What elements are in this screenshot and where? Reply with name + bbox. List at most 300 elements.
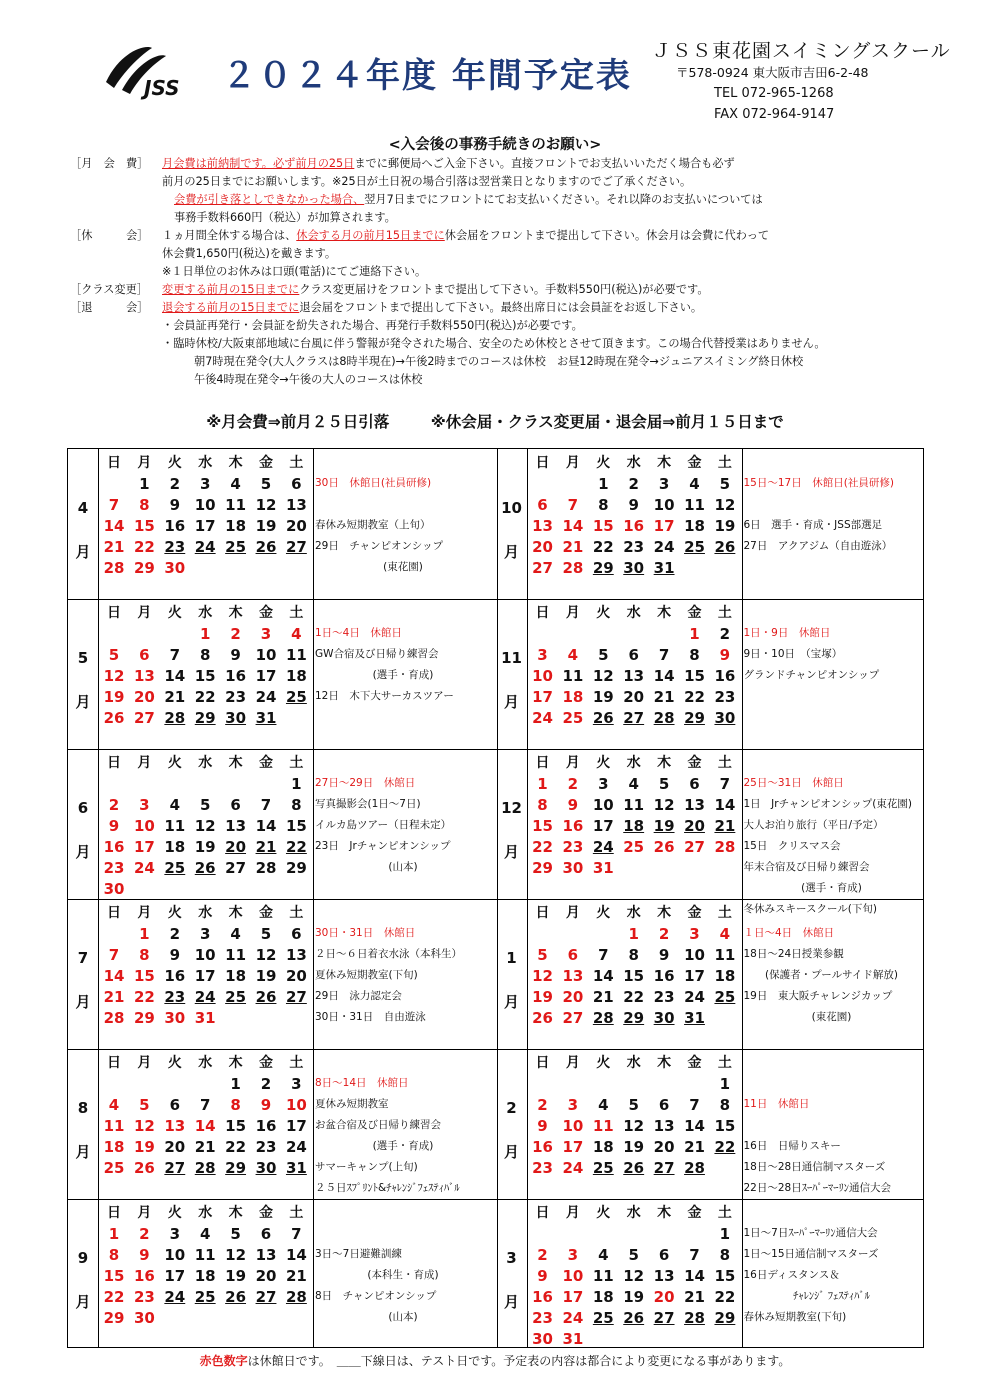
calendar-day: 8 <box>291 796 302 814</box>
calendar-day: 23 <box>133 1288 155 1306</box>
page-title: ２０２４年度 年間予定表 <box>222 56 632 96</box>
calendar-event: 夏休み短期教室(下旬) <box>315 969 418 981</box>
calendar-day: 31 <box>285 1159 307 1177</box>
calendar-day: 16 <box>532 1288 553 1306</box>
weekday-header: 水 <box>198 905 213 921</box>
calendar-day: 18 <box>714 967 736 985</box>
calendar-day: 24 <box>592 838 614 856</box>
calendar-day: 23 <box>623 538 645 556</box>
calendar-day: 30 <box>164 559 186 577</box>
rule-label: ［月 会 費］ <box>70 157 149 170</box>
calendar-event: 8日 チャンピオンシップ <box>315 1290 437 1302</box>
month-suffix: 月 <box>503 543 519 561</box>
weekday-header: 月 <box>565 1205 580 1221</box>
calendar-day: 8 <box>139 496 150 514</box>
calendar-day: 11 <box>592 1267 614 1285</box>
calendar-day: 13 <box>532 517 553 535</box>
calendar-day: 4 <box>719 925 731 943</box>
calendar-day: 15 <box>592 517 614 535</box>
calendar-day: 4 <box>689 475 700 493</box>
calendar-day: 30 <box>133 1309 155 1327</box>
calendar-day: 18 <box>592 1288 614 1306</box>
month-suffix: 月 <box>503 843 519 861</box>
calendar-event: イルカ島ツアー（日程未定） <box>315 819 452 831</box>
weekday-header: 日 <box>535 455 550 471</box>
calendar-day: 27 <box>653 1309 675 1327</box>
rule-text: ・臨時休校/大阪東部地域に台風に伴う警報が発令された場合、安全のため休校とさせて頂きます。この場合代替授業はありません。 <box>162 337 826 350</box>
weekday-header: 水 <box>198 1055 213 1071</box>
rule-text: ・会員証再発行・会員証を紛失された場合、再発行手数料550円(税込)が必要です。 <box>162 319 583 332</box>
calendar-day: 16 <box>562 817 584 835</box>
weekday-header: 水 <box>626 1205 641 1221</box>
calendar-event: 1日～15日通信制マスターズ <box>743 1248 879 1260</box>
month-number: 3 <box>506 1249 517 1267</box>
weekday-header: 月 <box>565 755 580 771</box>
calendar-day: 2 <box>628 475 639 493</box>
calendar-day: 13 <box>653 1267 675 1285</box>
calendar-day: 12 <box>592 667 614 685</box>
calendar-day: 30 <box>653 1009 675 1027</box>
calendar-day: 28 <box>103 1009 125 1027</box>
calendar-event: 12日 木下大サーカスツアー <box>315 690 454 702</box>
weekday-header: 金 <box>259 455 273 471</box>
calendar-day: 17 <box>592 817 614 835</box>
calendar-event: (選手・育成) <box>372 1140 434 1152</box>
calendar-day: 19 <box>714 517 736 535</box>
calendar-day: 29 <box>225 1159 247 1177</box>
weekday-header: 金 <box>687 905 702 921</box>
rule-withdrawal <box>70 299 950 317</box>
calendar-day: 3 <box>139 796 150 814</box>
calendar-day: 9 <box>537 1267 548 1285</box>
calendar-day: 6 <box>230 796 241 814</box>
calendar-day: 1 <box>628 925 639 943</box>
calendar-day: 28 <box>684 1159 705 1177</box>
calendar-day: 25 <box>592 1309 614 1327</box>
calendar-day: 12 <box>225 1246 247 1264</box>
calendar-day: 14 <box>103 517 125 535</box>
calendar-day: 7 <box>169 646 181 664</box>
weekday-header: 土 <box>717 455 732 471</box>
calendar-day: 13 <box>285 496 307 514</box>
calendar-day: 1 <box>689 625 700 643</box>
calendar-day: 11 <box>684 496 705 514</box>
weekday-header: 水 <box>198 605 213 621</box>
calendar-day: 3 <box>537 646 548 664</box>
calendar-day: 28 <box>653 709 675 727</box>
weekday-header: 金 <box>687 1055 702 1071</box>
calendar-event: 3日～7日避難訓練 <box>315 1248 402 1260</box>
weekday-header: 月 <box>565 455 580 471</box>
calendar-event: 29日 泳力認定会 <box>315 990 402 1002</box>
calendar-day: 21 <box>592 988 614 1006</box>
calendar-day: 23 <box>562 838 584 856</box>
calendar-day: 10 <box>164 1246 186 1264</box>
calendar-day: 7 <box>567 496 579 514</box>
calendar-day: 10 <box>562 1267 584 1285</box>
rule-highlight: 退会する前月の15日までに <box>162 301 300 314</box>
calendar-day: 12 <box>532 967 553 985</box>
calendar-event: 18日～24日授業参観 <box>743 948 844 960</box>
calendar-day: 15 <box>133 517 155 535</box>
calendar-day: 5 <box>260 475 272 493</box>
calendar-day: 21 <box>684 1288 705 1306</box>
calendar-day: 3 <box>567 1096 579 1114</box>
calendar-day: 8 <box>719 1246 731 1264</box>
calendar-day: 7 <box>689 1096 700 1114</box>
month-number: 1 <box>506 949 517 967</box>
calendar-event: 年末合宿及び日帰り練習会 <box>743 861 870 873</box>
school-contact <box>676 62 869 125</box>
calendar-day: 5 <box>230 1225 241 1243</box>
weekday-header: 金 <box>687 455 702 471</box>
weekday-header: 月 <box>137 905 152 921</box>
calendar-day: 17 <box>562 1138 584 1156</box>
calendar-day: 27 <box>684 838 705 856</box>
month-number: 6 <box>77 799 89 817</box>
calendar-day: 30 <box>255 1159 277 1177</box>
weekday-header: 水 <box>626 455 641 471</box>
calendar-day: 15 <box>532 817 553 835</box>
calendar-day: 20 <box>653 1138 675 1156</box>
calendar-event: 1日～7日ｽｰﾊﾟｰﾏｰﾘﾝ通信大会 <box>743 1227 878 1239</box>
calendar-day: 3 <box>658 475 670 493</box>
calendar-event: 1日 Jrチャンピオンシップ(東花園) <box>743 798 912 810</box>
calendar-day: 23 <box>164 988 186 1006</box>
calendar-day: 18 <box>623 817 645 835</box>
month-suffix: 月 <box>75 1293 91 1311</box>
calendar-day: 20 <box>255 1267 277 1285</box>
calendar-day: 21 <box>103 538 125 556</box>
calendar-day: 21 <box>194 1138 216 1156</box>
calendar-day: 31 <box>194 1009 216 1027</box>
calendar-day: 15 <box>225 1117 247 1135</box>
calendar-day: 19 <box>133 1138 155 1156</box>
calendar-day: 10 <box>285 1096 307 1114</box>
calendar-day: 1 <box>139 925 150 943</box>
calendar-event: 29日 チャンピオンシップ <box>315 540 444 552</box>
month-number: 9 <box>77 1249 89 1267</box>
summary-fee: ※月会費⇒前月２５日引落 <box>206 413 390 431</box>
calendar-day: 1 <box>199 625 211 643</box>
calendar-event: 25日～31日 休館日 <box>743 777 844 789</box>
calendar-day: 16 <box>714 667 736 685</box>
calendar-day: 7 <box>199 1096 211 1114</box>
calendar-day: 27 <box>623 709 645 727</box>
calendar-event: １日～4日 休館日 <box>743 927 835 939</box>
weekday-header: 火 <box>167 1055 182 1071</box>
calendar-day: 16 <box>532 1138 553 1156</box>
calendar-day: 9 <box>260 1096 272 1114</box>
calendar-day: 16 <box>255 1117 277 1135</box>
calendar-day: 17 <box>255 667 277 685</box>
weekday-header: 木 <box>657 1055 672 1071</box>
calendar-day: 15 <box>714 1117 736 1135</box>
calendar-day: 21 <box>714 817 736 835</box>
rule-text: 朝7時現在発令(大人クラスは8時半現在)→午後2時までのコースは休校 お昼12時現在発令→ジュニアスイミング終日休校 <box>194 355 804 368</box>
calendar-day: 6 <box>169 1096 181 1114</box>
calendar-day: 7 <box>719 775 731 793</box>
weekday-header: 月 <box>137 1205 152 1221</box>
calendar-day: 2 <box>260 1075 272 1093</box>
calendar-day: 18 <box>592 1138 614 1156</box>
calendar-day: 2 <box>169 925 181 943</box>
weekday-header: 水 <box>198 1205 213 1221</box>
fax-number: FAX 072-964-9147 <box>714 107 835 122</box>
calendar-day: 16 <box>133 1267 155 1285</box>
calendar-day: 4 <box>230 925 241 943</box>
calendar-day: 1 <box>291 775 302 793</box>
calendar-day: 13 <box>255 1246 277 1264</box>
month-number: 12 <box>501 799 522 817</box>
weekday-header: 木 <box>228 1205 243 1221</box>
calendar-day: 27 <box>133 709 155 727</box>
legend-text: は休館日です。 <box>247 1354 337 1368</box>
calendar-day: 24 <box>653 538 675 556</box>
weekday-header: 土 <box>289 1205 304 1221</box>
calendar-day: 30 <box>623 559 645 577</box>
month-suffix: 月 <box>503 1293 519 1311</box>
calendar-day: 12 <box>714 496 736 514</box>
calendar-day: 19 <box>653 817 675 835</box>
calendar-day: 9 <box>628 496 639 514</box>
rule-text <box>174 191 950 209</box>
weekday-header: 木 <box>657 755 672 771</box>
column-divider <box>313 449 314 1347</box>
calendar-day: 3 <box>598 775 609 793</box>
calendar-day: 29 <box>532 859 553 877</box>
jss-logo <box>100 42 200 102</box>
rule-highlight: 休会する月の前月15日までに <box>296 229 445 242</box>
calendar-day: 28 <box>103 559 125 577</box>
calendar-event: 1日～4日 休館日 <box>315 627 402 639</box>
calendar-event: 春休み短期教室（上旬） <box>315 519 431 531</box>
calendar-day: 11 <box>225 496 247 514</box>
calendar-day: 7 <box>658 646 670 664</box>
calendar-day: 30 <box>164 1009 186 1027</box>
calendar-event: 30日 休館日(社員研修) <box>315 477 432 489</box>
calendar-legend <box>0 1352 990 1369</box>
calendar-day: 12 <box>623 1117 645 1135</box>
weekday-header: 日 <box>535 1055 550 1071</box>
calendar-day: 5 <box>537 946 548 964</box>
rule-text: までに郵便局へご入金下さい。直接フロントでお支払いいただく場合も必ず <box>354 157 735 170</box>
calendar-day: 28 <box>285 1288 307 1306</box>
calendar-day: 3 <box>199 475 211 493</box>
notice-rules <box>70 155 950 389</box>
weekday-header: 土 <box>717 755 732 771</box>
calendar-day: 10 <box>194 496 216 514</box>
calendar-day: 9 <box>139 1246 150 1264</box>
weekday-header: 土 <box>289 605 304 621</box>
calendar-day: 20 <box>225 838 247 856</box>
calendar-event: (本科生・育成) <box>367 1269 439 1281</box>
calendar-day: 8 <box>230 1096 241 1114</box>
calendar-day: 31 <box>562 1330 584 1348</box>
calendar-day: 19 <box>194 838 216 856</box>
calendar-day: 19 <box>103 688 125 706</box>
calendar-day: 18 <box>225 517 247 535</box>
calendar-day: 17 <box>532 688 553 706</box>
calendar-day: 6 <box>658 1246 670 1264</box>
calendar-day: 16 <box>623 517 645 535</box>
calendar-day: 16 <box>103 838 125 856</box>
calendar-day: 12 <box>623 1267 645 1285</box>
calendar-day: 15 <box>133 967 155 985</box>
calendar-day: 6 <box>139 646 150 664</box>
calendar-day: 24 <box>164 1288 186 1306</box>
calendar-day: 24 <box>194 988 216 1006</box>
calendar-day: 1 <box>719 1225 731 1243</box>
calendar-day: 2 <box>658 925 670 943</box>
weekday-header: 日 <box>107 1205 121 1221</box>
calendar-day: 9 <box>537 1117 548 1135</box>
calendar-event: 8日～14日 休館日 <box>315 1077 409 1089</box>
weekday-header: 火 <box>167 1205 182 1221</box>
month-suffix: 月 <box>75 1143 91 1161</box>
calendar-day: 14 <box>255 817 277 835</box>
weekday-header: 木 <box>657 605 672 621</box>
calendar-event: お盆合宿及び日帰り練習会 <box>315 1119 441 1131</box>
rule-class-change <box>70 281 950 299</box>
weekday-header: 日 <box>535 605 550 621</box>
calendar-day: 11 <box>592 1117 614 1135</box>
calendar-day: 24 <box>194 538 216 556</box>
calendar-day: 9 <box>719 646 731 664</box>
calendar-day: 14 <box>592 967 614 985</box>
calendar-event: 大人お泊り旅行（平日/予定） <box>743 819 884 831</box>
calendar-day: 23 <box>714 688 736 706</box>
calendar-day: 8 <box>537 796 548 814</box>
weekday-header: 月 <box>565 605 580 621</box>
calendar-day: 28 <box>194 1159 216 1177</box>
calendar-day: 14 <box>164 667 186 685</box>
calendar-day: 25 <box>194 1288 216 1306</box>
calendar-day: 12 <box>255 496 277 514</box>
rule-label: ［退 会］ <box>70 301 149 314</box>
month-suffix: 月 <box>75 543 91 561</box>
calendar-day: 28 <box>562 559 584 577</box>
rule-text: 午後4時現在発令→午後の大人のコースは休校 <box>194 373 423 386</box>
calendar-day: 13 <box>133 667 155 685</box>
calendar-day: 18 <box>285 667 307 685</box>
calendar-day: 13 <box>623 667 645 685</box>
weekday-header: 金 <box>687 605 702 621</box>
calendar-day: 15 <box>714 1267 736 1285</box>
calendar-event: (山本) <box>388 861 418 873</box>
calendar-day: 26 <box>592 709 614 727</box>
calendar-day: 25 <box>225 538 247 556</box>
calendar-day: 26 <box>194 859 216 877</box>
calendar-day: 18 <box>562 688 584 706</box>
weekday-header: 日 <box>107 1055 121 1071</box>
calendar-day: 10 <box>133 817 155 835</box>
calendar-day: 3 <box>169 1225 181 1243</box>
calendar-day: 5 <box>628 1246 639 1264</box>
calendar-day: 7 <box>689 1246 700 1264</box>
weekday-header: 金 <box>259 605 273 621</box>
calendar-day: 14 <box>285 1246 307 1264</box>
calendar-day: 5 <box>719 475 731 493</box>
weekday-header: 木 <box>657 1205 672 1221</box>
calendar-day: 24 <box>133 859 155 877</box>
calendar-day: 27 <box>164 1159 186 1177</box>
calendar-day: 8 <box>689 646 700 664</box>
weekday-header: 金 <box>259 1055 273 1071</box>
weekday-header: 日 <box>107 605 121 621</box>
weekday-header: 月 <box>565 1055 580 1071</box>
weekday-header: 日 <box>107 755 121 771</box>
calendar-day: 19 <box>255 517 277 535</box>
calendar-day: 21 <box>103 988 125 1006</box>
calendar-day: 15 <box>194 667 216 685</box>
calendar-day: 21 <box>562 538 584 556</box>
calendar-day: 6 <box>689 775 700 793</box>
legend-text: ＿＿下線日は、テスト日です。予定表の内容は都合により変更になる事があります。 <box>336 1354 791 1368</box>
month-suffix: 月 <box>75 843 91 861</box>
calendar-day: 18 <box>103 1138 125 1156</box>
calendar-day: 8 <box>139 946 150 964</box>
calendar-day: 1 <box>719 1075 731 1093</box>
weekday-header: 土 <box>289 455 304 471</box>
month-number: 7 <box>77 949 89 967</box>
calendar-day: 29 <box>133 1009 155 1027</box>
calendar-day: 24 <box>684 988 705 1006</box>
calendar-day: 5 <box>598 646 609 664</box>
calendar-day: 4 <box>598 1246 609 1264</box>
calendar-day: 18 <box>225 967 247 985</box>
calendar-day: 1 <box>139 475 150 493</box>
calendar-day: 22 <box>285 838 307 856</box>
calendar-day: 1 <box>598 475 609 493</box>
calendar-day: 12 <box>133 1117 155 1135</box>
calendar-day: 3 <box>291 1075 302 1093</box>
calendar-day: 4 <box>169 796 181 814</box>
weekday-header: 火 <box>167 905 182 921</box>
calendar-day: 21 <box>164 688 186 706</box>
rule-text: １ヵ月間全休する場合は、 <box>162 229 297 242</box>
calendar-event: グランドチャンピオンシップ <box>743 669 880 681</box>
calendar-day: 29 <box>592 559 614 577</box>
weekday-header: 金 <box>259 1205 273 1221</box>
calendar-day: 6 <box>291 925 302 943</box>
calendar-day: 13 <box>684 796 705 814</box>
calendar-day: 13 <box>653 1117 675 1135</box>
calendar-event: 6日 選手・育成・JSS部選足 <box>743 519 883 531</box>
deadline-summary <box>0 410 990 432</box>
calendar-day: 21 <box>285 1267 307 1285</box>
calendar-day: 18 <box>164 838 186 856</box>
calendar-day: 22 <box>592 538 614 556</box>
calendar-day: 14 <box>194 1117 216 1135</box>
calendar-day: 21 <box>255 838 277 856</box>
calendar-day: 19 <box>225 1267 247 1285</box>
calendar-day: 7 <box>108 496 120 514</box>
calendar-day: 4 <box>291 625 302 643</box>
calendar-day: 11 <box>285 646 307 664</box>
calendar-day: 12 <box>255 946 277 964</box>
calendar-event: (東花園) <box>811 1011 852 1023</box>
month-suffix: 月 <box>75 693 91 711</box>
weekday-header: 木 <box>228 755 243 771</box>
calendar-day: 25 <box>225 988 247 1006</box>
calendar-day: 25 <box>714 988 736 1006</box>
rule-highlight: 月会費は前納制です。必ず前月の25日 <box>162 157 355 170</box>
calendar-day: 22 <box>532 838 553 856</box>
calendar-day: 26 <box>255 538 277 556</box>
row-divider <box>68 1199 923 1200</box>
weekday-header: 木 <box>657 455 672 471</box>
